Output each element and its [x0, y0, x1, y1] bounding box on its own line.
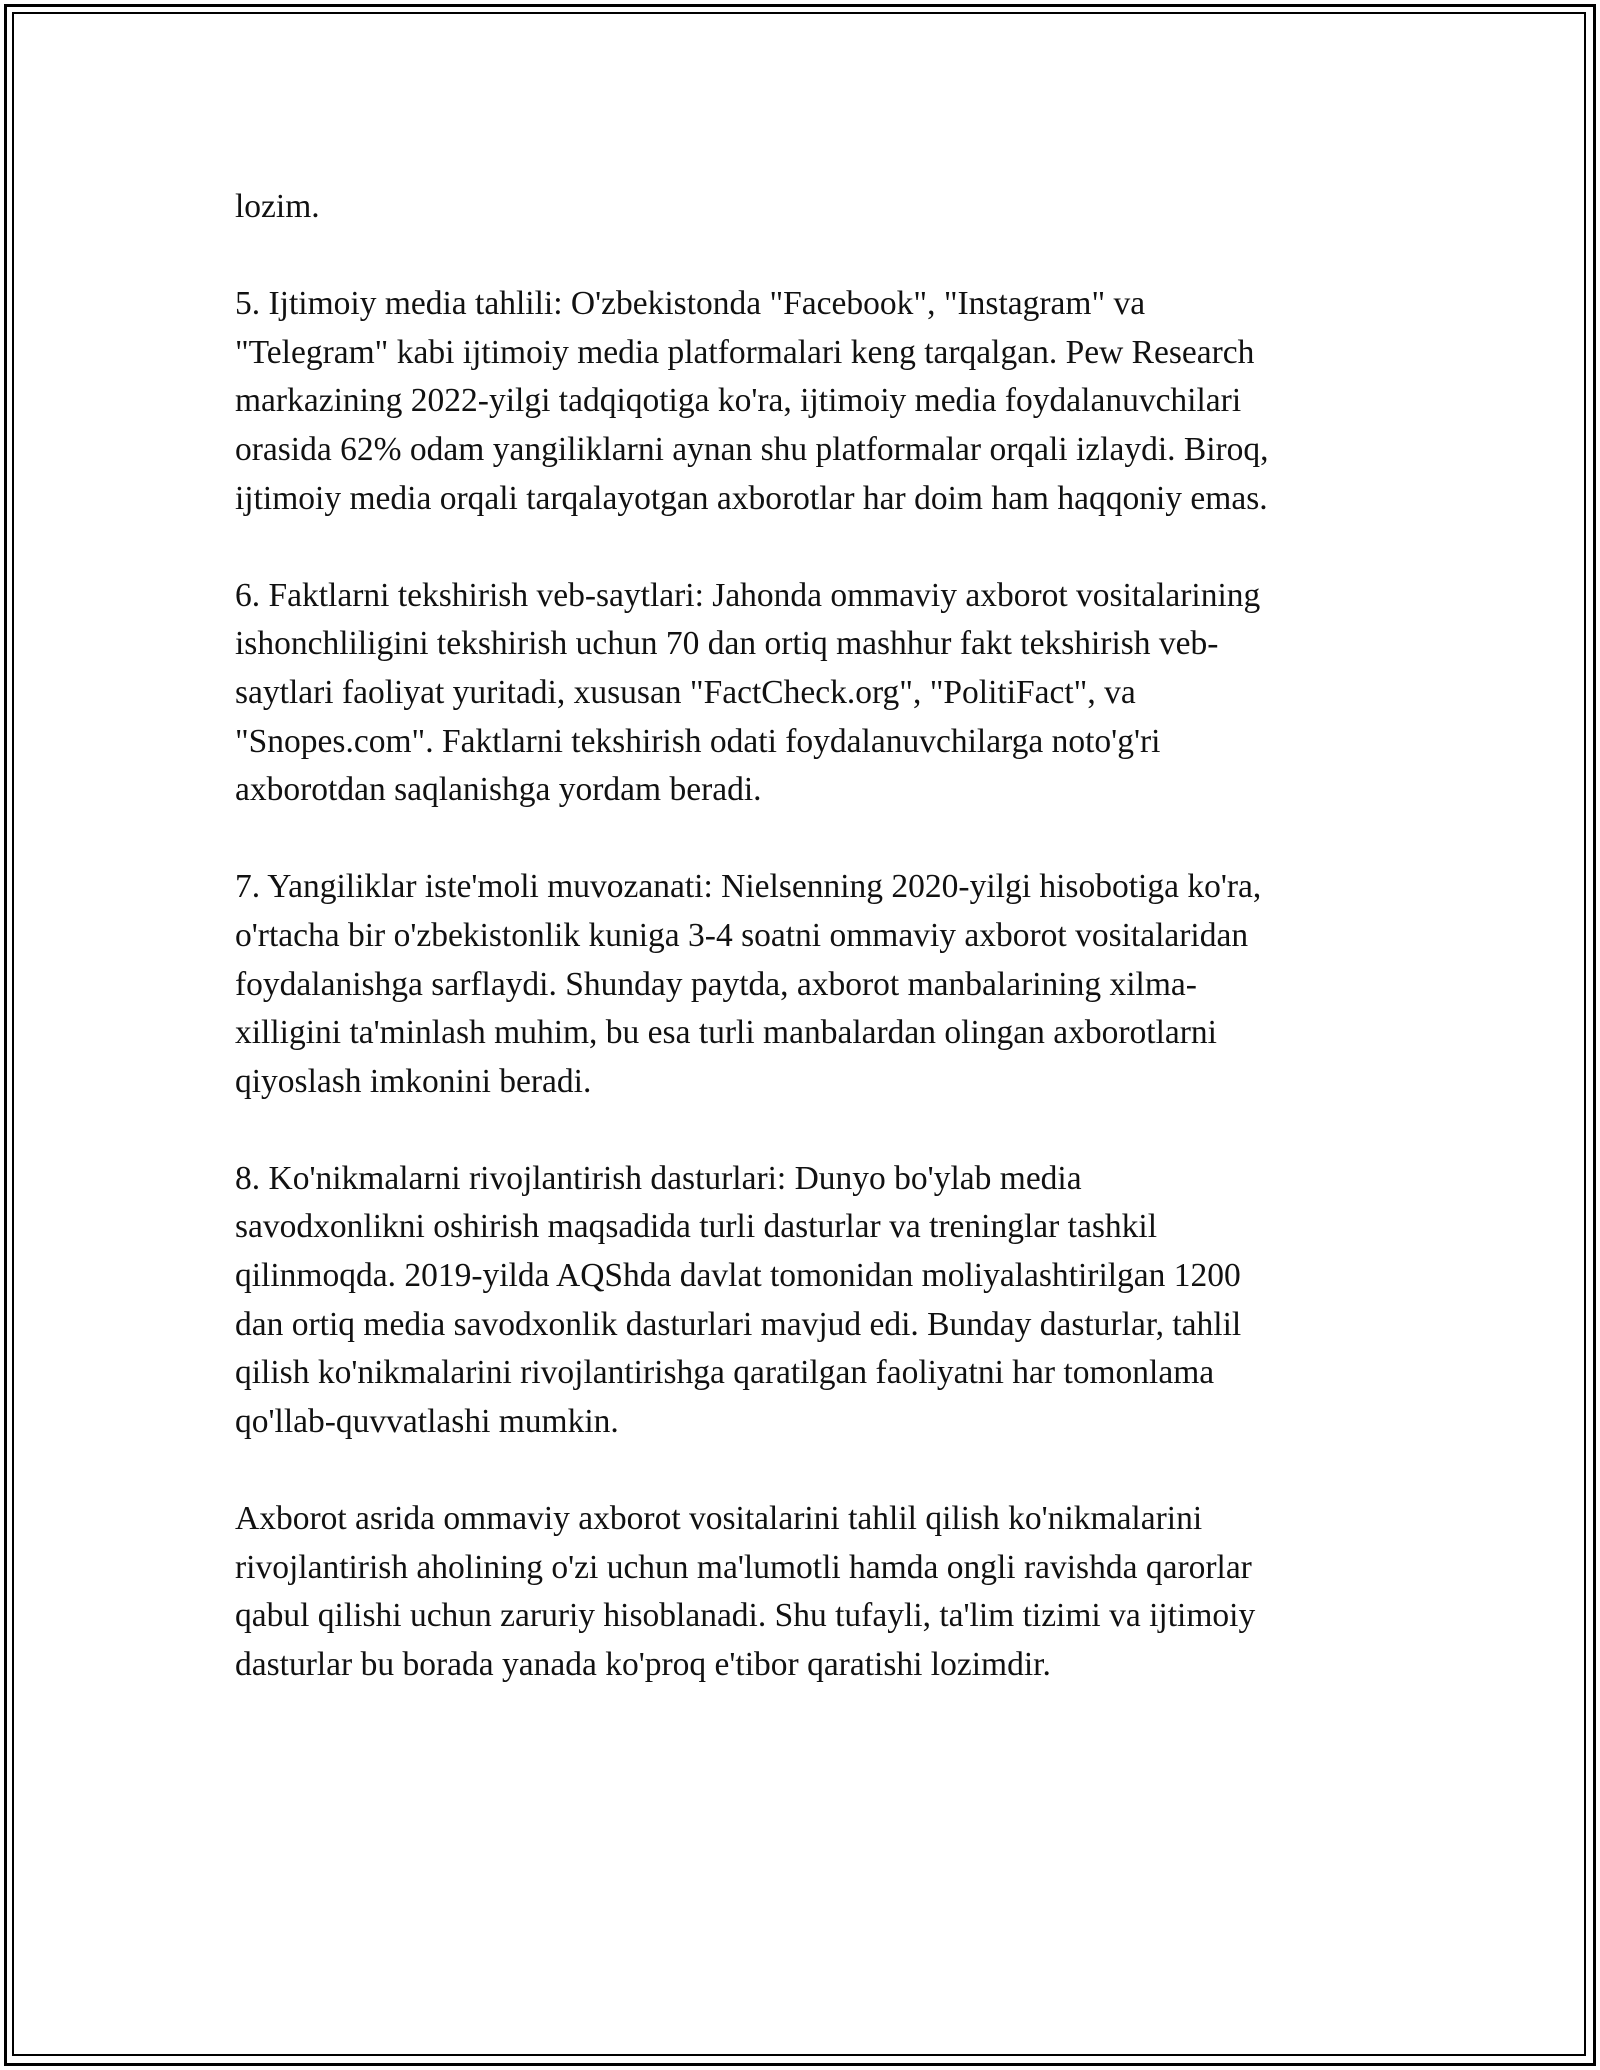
- text-line: savodxonlikni oshirish maqsadida turli dasturlar va treninglar tashkil: [235, 1208, 1158, 1246]
- text-line: markazining 2022-yilgi tadqiqotiga ko'ra, ijtimoiy media foydalanuvchilari: [235, 382, 1242, 420]
- paragraph-continuation: [235, 183, 1375, 232]
- text-line: foydalanishga sarflaydi. Shunday paytda, axborot manbalarining xilma-: [235, 965, 1197, 1003]
- text-line: lozim.: [235, 188, 320, 225]
- text-line: 7. Yangiliklar iste'moli muvozanati: Nielsenning 2020-yilgi hisobotiga ko'ra,: [235, 868, 1262, 906]
- text-line: ishonchliligini tekshirish uchun 70 dan ortiq mashhur fakt tekshirish veb-: [235, 625, 1219, 663]
- text-line: qilinmoqda. 2019-yilda AQShda davlat tomonidan moliyalashtirilgan 1200: [235, 1257, 1241, 1295]
- text-line: "Snopes.com". Faktlarni tekshirish odati foydalanuvchilarga noto'g'ri: [235, 722, 1161, 760]
- text-line: 5. Ijtimoiy media tahlili: O'zbekistonda "Facebook", "Instagram" va: [235, 285, 1146, 323]
- document-body: [235, 183, 1375, 1689]
- text-line: "Telegram" kabi ijtimoiy media platformalari keng tarqalgan. Pew Research: [235, 333, 1255, 371]
- paragraph-fact-checking-sites: [235, 572, 1375, 815]
- text-line: xilligini ta'minlash muhim, bu esa turli manbalardan olingan axborotlarni: [235, 1014, 1217, 1052]
- text-line: o'rtacha bir o'zbekistonlik kuniga 3-4 soatni ommaviy axborot vositalaridan: [235, 916, 1249, 954]
- paragraph-skills-programs: [235, 1155, 1375, 1447]
- paragraph-social-media-analysis: [235, 280, 1375, 523]
- text-line: orasida 62% odam yangiliklarni aynan shu platformalar orqali izlaydi. Biroq,: [235, 430, 1269, 468]
- paragraph-news-consumption-balance: [235, 863, 1375, 1106]
- text-line: ijtimoiy media orqali tarqalayotgan axborotlar har doim ham haqqoniy emas.: [235, 479, 1268, 517]
- text-line: 8. Ko'nikmalarni rivojlantirish dasturlari: Dunyo bo'ylab media: [235, 1159, 1082, 1197]
- text-line: qo'llab-quvvatlashi mumkin.: [235, 1402, 619, 1440]
- text-line: qilish ko'nikmalarini rivojlantirishga qaratilgan faoliyatni har tomonlama: [235, 1354, 1215, 1392]
- paragraph-conclusion: [235, 1495, 1375, 1689]
- text-line: saytlari faoliyat yuritadi, xususan "FactCheck.org", "PolitiFact", va: [235, 673, 1136, 711]
- text-line: dasturlar bu borada yanada ko'proq e'tibor qaratishi lozimdir.: [235, 1645, 1051, 1683]
- text-line: axborotdan saqlanishga yordam beradi.: [235, 771, 762, 809]
- text-line: dan ortiq media savodxonlik dasturlari mavjud edi. Bunday dasturlar, tahlil: [235, 1305, 1242, 1343]
- text-line: rivojlantirish aholining o'zi uchun ma'lumotli hamda ongli ravishda qarorlar: [235, 1548, 1252, 1586]
- text-line: 6. Faktlarni tekshirish veb-saytlari: Jahonda ommaviy axborot vositalarining: [235, 576, 1261, 614]
- text-line: qiyoslash imkonini beradi.: [235, 1062, 592, 1100]
- text-line: qabul qilishi uchun zaruriy hisoblanadi. Shu tufayli, ta'lim tizimi va ijtimoiy: [235, 1597, 1256, 1635]
- text-line: Axborot asrida ommaviy axborot vositalarini tahlil qilish ko'nikmalarini: [235, 1500, 1203, 1538]
